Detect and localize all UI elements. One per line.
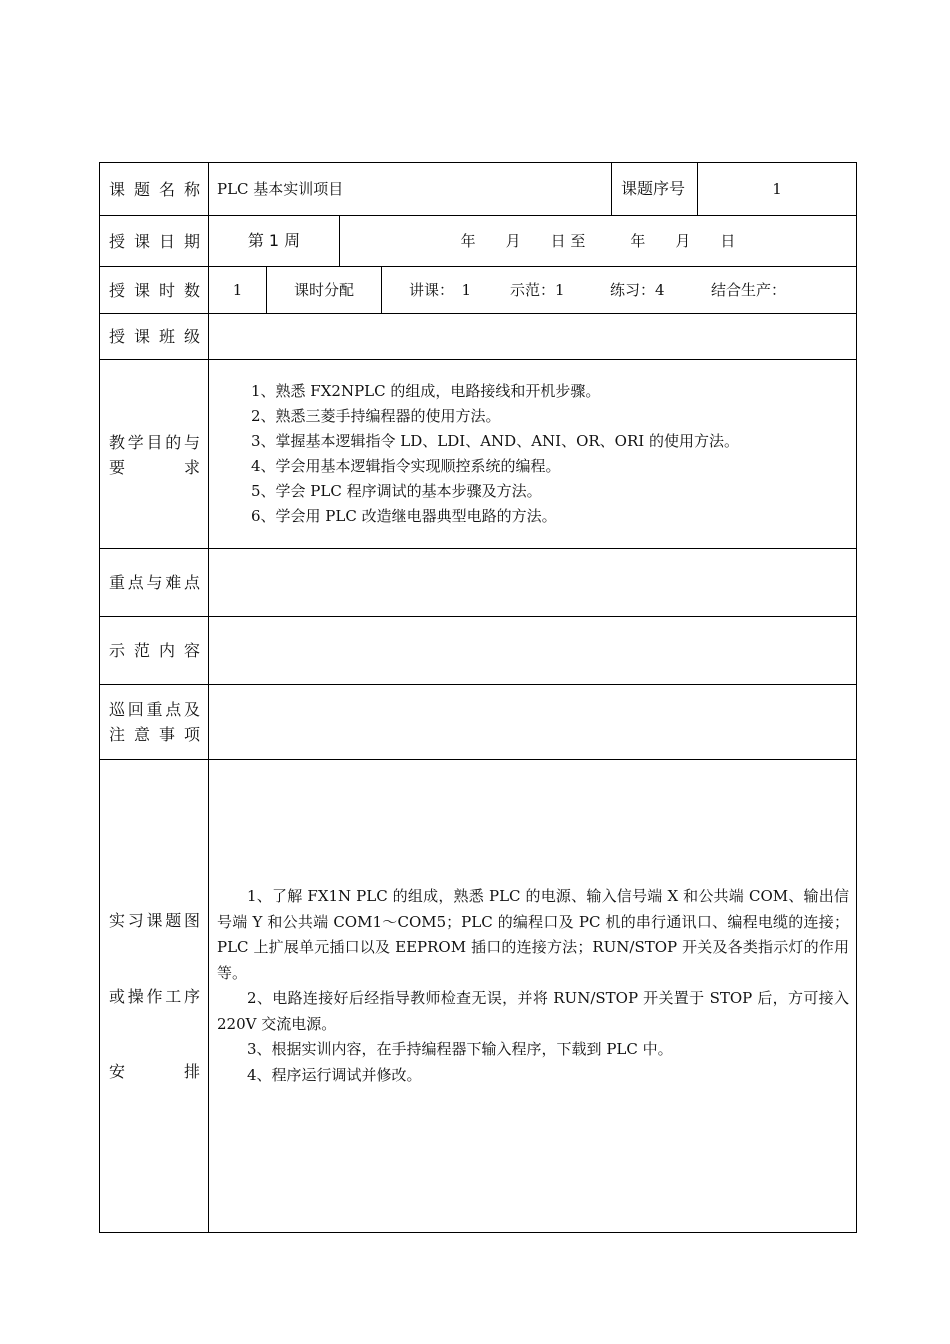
- practice-label-line3: 安 排: [109, 1062, 200, 1081]
- teaching-date-label: 授课日期: [109, 232, 200, 251]
- demo-hours: 示范：1: [510, 281, 565, 299]
- teaching-hours-value: 1: [232, 281, 243, 299]
- week-value: 第 1 周: [247, 231, 301, 250]
- practice-hours: 练习：4: [610, 281, 665, 299]
- course-plan-table: [99, 162, 857, 1233]
- production-hours: 结合生产：: [711, 281, 787, 299]
- row-divider: [100, 548, 856, 549]
- row-divider: [100, 759, 856, 760]
- practice-paragraph: 1、了解 FX1N PLC 的组成，熟悉 PLC 的电源、输入信号端 X 和公共端 COM、输出信号端 Y 和公共端 COM1～COM5；PLC 的编程口及 PC 机的串行通讯口、编程电缆的连接；PLC 上扩展单元插口以及 EEPROM 插口的连接方法；RUN/STOP 开关及各类指示灯的作用等。: [217, 887, 849, 982]
- date-range-value: 年 月 日 至 年 月 日: [460, 232, 736, 250]
- patrol-label-line1: 巡回重点及: [109, 700, 200, 719]
- practice-content: [217, 884, 849, 1088]
- hour-allocation-label: 课时分配: [293, 281, 354, 299]
- objective-item: 4、学会用基本逻辑指令实现顺控系统的编程。: [251, 457, 561, 475]
- key-points-label: 重点与难点: [109, 573, 200, 592]
- practice-label-line2: 或操作工序: [109, 987, 200, 1006]
- practice-paragraph: 4、程序运行调试并修改。: [247, 1065, 422, 1084]
- practice-paragraph: 2、电路连接好后经指导教师检查无误，并将 RUN/STOP 开关置于 STOP 后，方可接入 220V 交流电源。: [217, 989, 849, 1033]
- column-divider: [208, 163, 209, 1232]
- lecture-hours: 讲课： 1: [409, 281, 472, 299]
- row-divider: [100, 266, 856, 267]
- class-label: 授课班级: [109, 327, 200, 346]
- objective-item: 2、熟悉三菱手持编程器的使用方法。: [251, 407, 501, 425]
- objectives-list: [209, 379, 849, 529]
- objectives-label-line2: 要 求: [109, 458, 200, 477]
- practice-paragraph: 3、根据实训内容，在手持编程器下输入程序，下载到 PLC 中。: [247, 1040, 673, 1058]
- row-divider: [100, 359, 856, 360]
- course-seq-label: 课题序号: [621, 179, 686, 198]
- practice-label-line1: 实习课题图: [109, 911, 200, 930]
- objective-item: 1、熟悉 FX2NPLC 的组成，电路接线和开机步骤。: [251, 382, 601, 400]
- row-divider: [100, 616, 856, 617]
- course-seq-value: 1: [772, 180, 782, 198]
- objectives-label-line1: 教学目的与: [109, 433, 200, 452]
- course-name-value: PLC 基本实训项目: [217, 180, 344, 198]
- column-divider: [381, 266, 382, 313]
- objective-item: 3、掌握基本逻辑指令 LD、LDI、AND、ANI、OR、ORI 的使用方法。: [251, 432, 739, 450]
- row-divider: [100, 313, 856, 314]
- patrol-label-line2: 注意事项: [109, 725, 200, 744]
- objective-item: 5、学会 PLC 程序调试的基本步骤及方法。: [251, 482, 542, 500]
- course-name-label: 课题名称: [109, 180, 200, 199]
- teaching-hours-label: 授课时数: [109, 281, 200, 300]
- row-divider: [100, 684, 856, 685]
- objective-item: 6、学会用 PLC 改造继电器典型电路的方法。: [251, 507, 557, 525]
- demo-content-label: 示范内容: [109, 641, 200, 660]
- row-divider: [100, 215, 856, 216]
- column-divider: [611, 163, 612, 215]
